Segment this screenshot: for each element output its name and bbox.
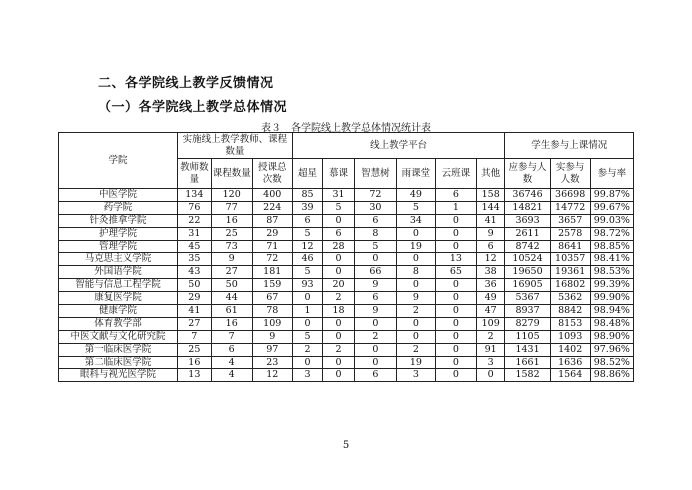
table-cell: 8 <box>354 227 396 240</box>
page-number: 5 <box>342 440 350 451</box>
table-cell: 0 <box>435 214 476 227</box>
table-cell: 8153 <box>550 317 590 330</box>
table-cell: 134 <box>177 189 211 202</box>
table-cell: 158 <box>476 189 504 202</box>
table-cell: 2 <box>396 305 435 318</box>
table-cell: 5362 <box>550 292 590 305</box>
table-cell: 0 <box>323 356 355 369</box>
college-name-cell: 第一临床医学院 <box>59 343 178 356</box>
course-count-header: 课程数量 <box>211 159 252 189</box>
table-cell: 0 <box>435 356 476 369</box>
table-row <box>59 305 634 318</box>
table-cell: 98.86% <box>590 369 633 382</box>
table-cell: 2 <box>292 343 323 356</box>
table-cell: 27 <box>211 266 252 279</box>
college-name-cell: 马克思主义学院 <box>59 253 178 266</box>
college-name-cell: 针灸推拿学院 <box>59 214 178 227</box>
table-cell: 0 <box>435 292 476 305</box>
table-cell: 0 <box>435 227 476 240</box>
table-cell: 6 <box>211 343 252 356</box>
table-cell: 2 <box>476 330 504 343</box>
table-cell: 16 <box>211 214 252 227</box>
table-cell: 144 <box>476 201 504 214</box>
table-cell: 0 <box>435 305 476 318</box>
table-cell: 1582 <box>505 369 550 382</box>
college-name-cell: 第二临床医学院 <box>59 356 178 369</box>
table-cell: 9 <box>476 227 504 240</box>
table-cell: 0 <box>323 330 355 343</box>
college-name-cell: 外国语学院 <box>59 266 178 279</box>
college-name-cell: 智能与信息工程学院 <box>59 279 178 292</box>
table-cell: 9 <box>354 279 396 292</box>
table-cell: 6 <box>354 369 396 382</box>
table-cell: 29 <box>252 227 292 240</box>
table-cell: 1402 <box>550 343 590 356</box>
table-cell: 9 <box>396 292 435 305</box>
table-cell: 109 <box>476 317 504 330</box>
table-cell: 43 <box>177 266 211 279</box>
table-cell: 72 <box>354 189 396 202</box>
table-cell: 4 <box>211 369 252 382</box>
table-cell: 1661 <box>505 356 550 369</box>
rate-header: 参与率 <box>590 159 633 189</box>
table-cell: 1431 <box>505 343 550 356</box>
table-cell: 12 <box>476 253 504 266</box>
table-row <box>59 369 634 382</box>
table-cell: 73 <box>211 240 252 253</box>
table-cell: 9 <box>211 253 252 266</box>
table-cell: 13 <box>177 369 211 382</box>
table-row <box>59 279 634 292</box>
table-cell: 18 <box>323 305 355 318</box>
table-cell: 25 <box>211 227 252 240</box>
table-cell: 3 <box>396 369 435 382</box>
table-row <box>59 189 634 202</box>
yuketang-header: 雨课堂 <box>396 159 435 189</box>
table-cell: 120 <box>211 189 252 202</box>
table-cell: 12 <box>292 240 323 253</box>
table-cell: 16 <box>211 317 252 330</box>
table-cell: 0 <box>323 317 355 330</box>
table-cell: 3 <box>292 369 323 382</box>
table-cell: 41 <box>476 214 504 227</box>
table-cell: 36 <box>476 279 504 292</box>
table-row <box>59 343 634 356</box>
table-cell: 2 <box>354 330 396 343</box>
table-cell: 99.39% <box>590 279 633 292</box>
table-cell: 97.96% <box>590 343 633 356</box>
table-cell: 0 <box>476 369 504 382</box>
table-cell: 99.87% <box>590 189 633 202</box>
table-cell: 99.03% <box>590 214 633 227</box>
college-name-cell: 康复医学院 <box>59 292 178 305</box>
table-cell: 76 <box>177 201 211 214</box>
table-cell: 20 <box>323 279 355 292</box>
table-cell: 2 <box>396 343 435 356</box>
table-cell: 1636 <box>550 356 590 369</box>
table-cell: 0 <box>292 356 323 369</box>
table-cell: 3693 <box>505 214 550 227</box>
table-cell: 5 <box>354 240 396 253</box>
table-cell: 65 <box>435 266 476 279</box>
table-cell: 181 <box>252 266 292 279</box>
table-cell: 5 <box>292 330 323 343</box>
table-cell: 2578 <box>550 227 590 240</box>
table-cell: 0 <box>435 240 476 253</box>
platform-header: 线上教学平台 <box>292 133 505 159</box>
expected-header: 应参与人数 <box>505 159 550 189</box>
table-cell: 99.67% <box>590 201 633 214</box>
table-cell: 0 <box>435 330 476 343</box>
table-cell: 67 <box>252 292 292 305</box>
table-row <box>59 214 634 227</box>
table-cell: 85 <box>292 189 323 202</box>
table-cell: 1564 <box>550 369 590 382</box>
table-cell: 41 <box>177 305 211 318</box>
college-name-cell: 眼科与视光医学院 <box>59 369 178 382</box>
yunbanke-header: 云班课 <box>435 159 476 189</box>
table-cell: 87 <box>252 214 292 227</box>
college-stats-table <box>58 132 634 382</box>
table-cell: 30 <box>354 201 396 214</box>
table-cell: 5367 <box>505 292 550 305</box>
table-cell: 98.90% <box>590 330 633 343</box>
table-cell: 34 <box>396 214 435 227</box>
table-row <box>59 240 634 253</box>
table-cell: 14772 <box>550 201 590 214</box>
table-cell: 98.41% <box>590 253 633 266</box>
other-header: 其他 <box>476 159 504 189</box>
table-cell: 0 <box>354 253 396 266</box>
college-name-cell: 管理学院 <box>59 240 178 253</box>
table-cell: 98.53% <box>590 266 633 279</box>
zhihuishu-header: 智慧树 <box>354 159 396 189</box>
table-cell: 0 <box>292 292 323 305</box>
table-cell: 0 <box>435 317 476 330</box>
table-cell: 3 <box>476 356 504 369</box>
table-cell: 0 <box>354 356 396 369</box>
table-cell: 109 <box>252 317 292 330</box>
table-cell: 71 <box>252 240 292 253</box>
college-name-cell: 中医文献与文化研究院 <box>59 330 178 343</box>
table-cell: 66 <box>354 266 396 279</box>
table-cell: 19650 <box>505 266 550 279</box>
table-cell: 98.85% <box>590 240 633 253</box>
college-name-cell: 中医学院 <box>59 189 178 202</box>
table-cell: 29 <box>177 292 211 305</box>
table-cell: 8742 <box>505 240 550 253</box>
table-caption: 表３ 各学院线上教学总体情况统计表 <box>261 123 431 134</box>
table-cell: 9 <box>354 305 396 318</box>
table-cell: 0 <box>323 266 355 279</box>
table-cell: 97 <box>252 343 292 356</box>
table-cell: 0 <box>354 343 396 356</box>
table-cell: 3657 <box>550 214 590 227</box>
table-cell: 5 <box>396 201 435 214</box>
table-cell: 8279 <box>505 317 550 330</box>
table-cell: 9 <box>252 330 292 343</box>
table-cell: 36698 <box>550 189 590 202</box>
table-cell: 27 <box>177 317 211 330</box>
table-cell: 25 <box>177 343 211 356</box>
actual-header: 实参与人数 <box>550 159 590 189</box>
table-row <box>59 292 634 305</box>
table-cell: 8937 <box>505 305 550 318</box>
teachers-courses-header: 实施线上教学教师、课程数量 <box>177 133 292 159</box>
table-cell: 8641 <box>550 240 590 253</box>
table-cell: 91 <box>476 343 504 356</box>
subsection-heading: （一）各学院线上教学总体情况 <box>98 100 288 115</box>
table-cell: 6 <box>323 227 355 240</box>
table-cell: 16802 <box>550 279 590 292</box>
table-row <box>59 266 634 279</box>
table-cell: 23 <box>252 356 292 369</box>
table-body <box>59 189 634 382</box>
table-cell: 1 <box>435 201 476 214</box>
table-cell: 2611 <box>505 227 550 240</box>
table-cell: 16 <box>177 356 211 369</box>
table-cell: 0 <box>323 214 355 227</box>
table-cell: 10524 <box>505 253 550 266</box>
table-cell: 61 <box>211 305 252 318</box>
table-cell: 12 <box>252 369 292 382</box>
table-cell: 5 <box>292 266 323 279</box>
table-cell: 2 <box>323 343 355 356</box>
table-cell: 38 <box>476 266 504 279</box>
table-cell: 0 <box>292 317 323 330</box>
table-cell: 6 <box>292 214 323 227</box>
table-cell: 159 <box>252 279 292 292</box>
table-cell: 0 <box>323 253 355 266</box>
table-cell: 224 <box>252 201 292 214</box>
table-cell: 8842 <box>550 305 590 318</box>
table-cell: 7 <box>177 330 211 343</box>
table-cell: 0 <box>396 317 435 330</box>
table-cell: 1093 <box>550 330 590 343</box>
table-cell: 47 <box>476 305 504 318</box>
table-row <box>59 201 634 214</box>
table-cell: 49 <box>396 189 435 202</box>
table-cell: 93 <box>292 279 323 292</box>
table-cell: 6 <box>354 292 396 305</box>
section-heading: 二、各学院线上教学反馈情况 <box>98 76 274 91</box>
table-cell: 36746 <box>505 189 550 202</box>
table-cell: 0 <box>435 343 476 356</box>
table-cell: 6 <box>354 214 396 227</box>
college-name-cell: 健康学院 <box>59 305 178 318</box>
table-cell: 0 <box>396 279 435 292</box>
table-cell: 31 <box>323 189 355 202</box>
table-row <box>59 330 634 343</box>
chaoxing-header: 超星 <box>292 159 323 189</box>
table-cell: 5 <box>292 227 323 240</box>
college-name-cell: 体育教学部 <box>59 317 178 330</box>
table-cell: 98.94% <box>590 305 633 318</box>
table-cell: 98.48% <box>590 317 633 330</box>
students-header: 学生参与上课情况 <box>505 133 634 159</box>
table-cell: 0 <box>323 369 355 382</box>
mooc-header: 慕课 <box>323 159 355 189</box>
table-cell: 98.72% <box>590 227 633 240</box>
table-cell: 6 <box>435 189 476 202</box>
table-cell: 8 <box>396 266 435 279</box>
table-cell: 50 <box>211 279 252 292</box>
table-cell: 72 <box>252 253 292 266</box>
table-cell: 10357 <box>550 253 590 266</box>
college-name-cell: 护理学院 <box>59 227 178 240</box>
table-cell: 22 <box>177 214 211 227</box>
table-cell: 50 <box>177 279 211 292</box>
table-cell: 0 <box>396 253 435 266</box>
table-cell: 49 <box>476 292 504 305</box>
table-cell: 0 <box>396 330 435 343</box>
table-cell: 44 <box>211 292 252 305</box>
college-header: 学院 <box>59 133 178 189</box>
table-cell: 35 <box>177 253 211 266</box>
table-cell: 19 <box>396 356 435 369</box>
table-cell: 39 <box>292 201 323 214</box>
table-cell: 16905 <box>505 279 550 292</box>
table-cell: 19361 <box>550 266 590 279</box>
table-cell: 46 <box>292 253 323 266</box>
table-cell: 7 <box>211 330 252 343</box>
table-row <box>59 317 634 330</box>
teacher-count-header: 教师数量 <box>177 159 211 189</box>
table-cell: 28 <box>323 240 355 253</box>
table-cell: 4 <box>211 356 252 369</box>
table-cell: 2 <box>323 292 355 305</box>
college-name-cell: 药学院 <box>59 201 178 214</box>
table-cell: 5 <box>323 201 355 214</box>
table-cell: 13 <box>435 253 476 266</box>
table-cell: 45 <box>177 240 211 253</box>
table-cell: 19 <box>396 240 435 253</box>
table-cell: 0 <box>396 227 435 240</box>
table-cell: 0 <box>435 279 476 292</box>
table-row <box>59 227 634 240</box>
table-cell: 0 <box>354 317 396 330</box>
table-cell: 400 <box>252 189 292 202</box>
table-cell: 31 <box>177 227 211 240</box>
table-cell: 14821 <box>505 201 550 214</box>
table-cell: 78 <box>252 305 292 318</box>
table-cell: 98.52% <box>590 356 633 369</box>
table-cell: 1105 <box>505 330 550 343</box>
table-row <box>59 356 634 369</box>
table-row <box>59 253 634 266</box>
table-cell: 0 <box>435 369 476 382</box>
table-cell: 6 <box>476 240 504 253</box>
table-cell: 77 <box>211 201 252 214</box>
lesson-total-header: 授课总次数 <box>252 159 292 189</box>
table-cell: 1 <box>292 305 323 318</box>
table-cell: 99.90% <box>590 292 633 305</box>
